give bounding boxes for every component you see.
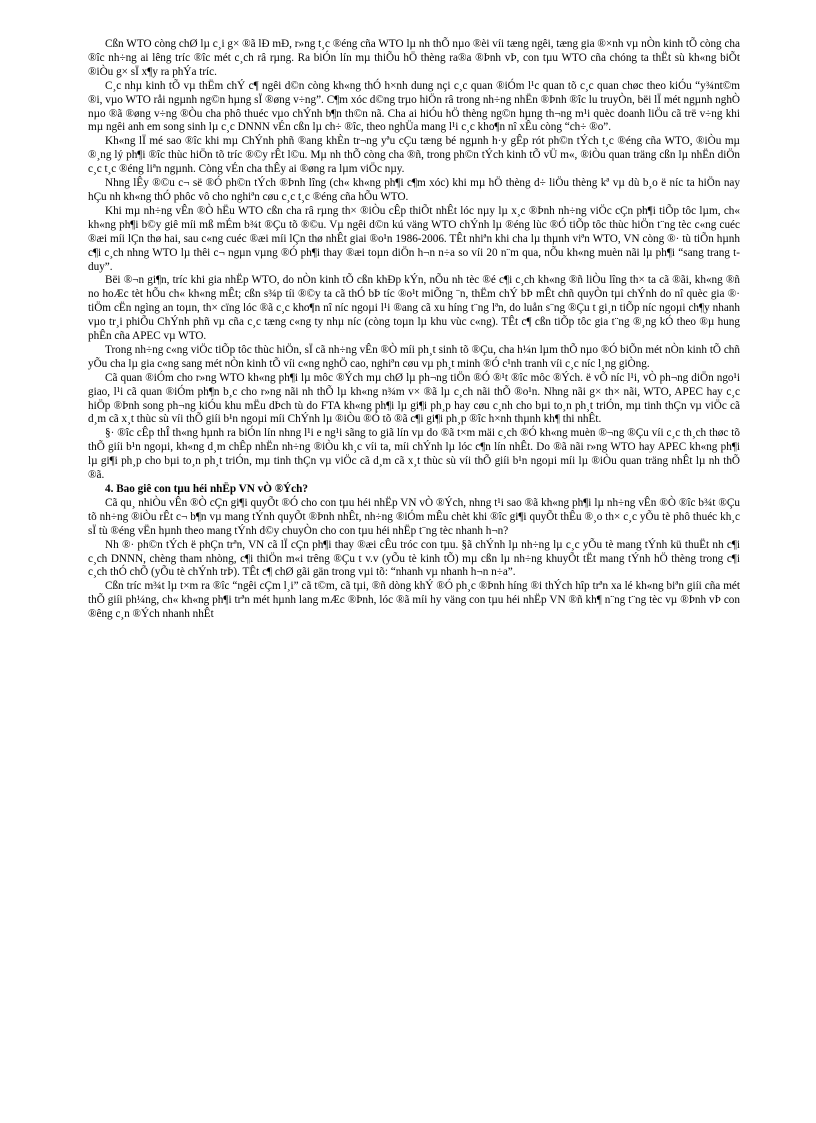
paragraph-closed-economy: Bëi ®¬n gi¶n, tríc khi gia nhËp WTO, do nÒn kinh tÕ cßn khÐp kÝn, nÕu nh tèc ®é c¶i c¸ch kh«ng ®ñ liÒu lîng th× ta cã ®ãi, kh«ng ®ñ no hoÆc tèt hÕu ch« kh«ng mÊt; cßn s¾p tíi ®©y ta cã thÓ bÞ tíc ®o¹t miÕng ¨n, thËm chÝ bÞ mÊt chñ quyÒn tµi chÝnh do nî quèc gia ®· tiÖm cËn ngìng an toµn, th× cïng lóc ®ã c¸c kho¶n nî níc ngoµi l¹i ®ang cã xu híng t¨ng lªn, do luån s¨ng ®Çu t gi¸n tiÕp níc ngoµi ch¶y nhanh vµo tr¸i phiÕu ChÝnh phñ vµ cña c¸c tæng c«ng ty nhµ níc (còng toµn lµ khu vùc c«ng). TÊt c¶ cßn tiÕp tôc gia t¨ng ®¸ng kÓ theo ®µ hung phÊn cña APEC vµ WTO.	[88, 274, 740, 343]
paragraph-wto-unknown: Cßn WTO còng chØ lµ c¸i g× ®ã lÐ mÐ, r»ng t¸c ®éng cña WTO lµ nh thÕ nµo ®èi víi tæng ngêi, tæng gia ®×nh vµ nÒn kinh tÕ còng cha ®îc nh÷ng ai lêng tríc ®îc mét c¸ch râ rµng. Ra biÓn lín mµ thiÕu hÖ thèng ra®a ®Þnh vÞ, con tµu WTO cña chóng ta thËt sù kh«ng biÕt ®iÒu g× sÏ x¶y ra phÝa tríc.	[88, 38, 740, 78]
paragraph-economists-views: C¸c nhµ kinh tÕ vµ thËm chÝ c¶ ngêi d©n còng kh«ng thÓ h×nh dung nçi c¸c quan ®iÓm l¹c quan tõ c¸c quan chøc theo kiÓu “y¾nt©m ®i, vµo WTO råi ngµnh ng©n hµng sÏ ®øng v÷ng”. C¶m xóc d©ng trµo hiÖn râ trong nh÷ng nhËn ®Þnh ®îc lu truyÒn, bëi lÏ mét ngµnh nghÒ nµo ®ã ®øng v÷ng ®Òu cha phô thuéc vµo chÝnh b¶n th©n nã. Cha ai hiÓu hÖ thèng ng©n hµng th¬ng m¹i quèc doanh liÖu cã trë v÷ng khi mµ ngêi anh em song sinh lµ c¸c DNNN vÉn cßn lµ ch÷ ®îc, theo nghÜa mang l¹i c¸c kho¶n nî xÊu còng “ch÷ ®o”.	[88, 79, 740, 134]
paragraph-government-analysis: Kh«ng lÏ mé sao ®îc khi mµ ChÝnh phñ ®ang khÈn tr¬ng yªu cÇu tæng bé ngµnh h·y gÊp rót ph©n tÝch t¸c ®éng cña WTO, ®iÒu mµ ®¸ng lý ph¶i ®îc thùc hiÖn tõ tríc ®©y rÊt l©u. Mµ nh thÕ còng cha ®ñ, trong ph©n tÝch kinh tÕ vÜ m«, ®iÒu quan träng cßn lµ nhËn diÖn c¸c t¸c ®éng liªn ngµnh. Còng vÉn cha thÊy ai ®øng ra lµm viÖc nµy.	[88, 135, 740, 176]
paragraph-helmsman: Cßn tríc m¾t lµ t×m ra ®îc “ngêi cÇm l¸i” cã t©m, cã tµi, ®ñ dòng khÝ ®Ó ph¸c ®Þnh híng ®i thÝch hîp trªn xa lé kh«ng biªn giíi cña mét thÕ giíi ph¼ng, ch« kh«ng ph¶i trªn mét hµnh lang mÆc ®Þnh, lóc ®ã míi hy väng con tµu héi nhËp VN ®ñ kh¶ n¨ng t¨ng tèc vµ ®Þnh vÞ con ®êng c¸n ®Ých nhanh nhÊt	[88, 580, 740, 621]
paragraph-wto-means: Cã quan ®iÓm cho r»ng WTO kh«ng ph¶i lµ môc ®Ých mµ chØ lµ ph¬ng tiÖn ®Ó ®¹t ®îc môc ®Ých. ë vÕ níc l¹i, vÒ ph¬ng diÖn ngo¹i giao, l¹i cã quan ®iÓm ph¶n b¸c cho r»ng nãi nh thÕ lµ kh«ng n¾m v× ®ã lµ c¸ch nãi thÕ ®o¹n. Nhng nãi g× th× nãi, WTO, APEC hay c¸c hiÖp ®Þnh song ph¬ng kiÓu khu mËu dÞch tù do FTA kh«ng ph¶i lµ gi¶i ph¸p hay cøu c¸nh cho bµi to¸n ph¸t triÓn, mµ tinh thÇn vµ viÖc cã d¸m cã x¸t thùc sù víi thÕ giíi b¹n ngoµi míi ChÝnh lµ ®iÒu ®Ó tõ ®ã c¶i gi¶i ph¸p ®îc h×nh thµnh kh¶ thi nhÊt.	[88, 371, 740, 426]
paragraph-many-issues: Cã qu¸ nhiÒu vÊn ®Ò cÇn gi¶i quyÕt ®Ó cho con tµu héi nhËp VN vÒ ®Ých, nhng t¹i sao ®ã kh«ng ph¶i lµ nh÷ng vÊn ®Ò ®îc b¾t ®Çu tõ nh÷ng ®iÒu rÊt c¬ b¶n vµ mang tÝnh quyÕt ®Þnh nhÊt, nh÷ng ®iÓm mÊu chèt khi ®îc gi¶i quyÕt thÊu ®¸o th× c¸c yÕu tè phô thuéc kh¸c sÏ tù ®éng vËn hµnh theo mang tÝnh d©y chuyÒn cho con tµu héi nhËp t¨ng tèc nhanh h¬n?	[88, 496, 740, 537]
paragraph-open-sea: §· ®îc cÊp thÎ th«ng hµnh ra biÓn lín nhng l¹i e ng¹i sãng to giã lín vµ do ®ã t×m mäi c¸ch ®Ó kh«ng muèn ®¬ng ®Çu víi c¸c th¸ch thøc tõ thÕ giíi b¹n ngoµi, kh«ng d¸m chÊp nhËn nh÷ng ®iÒu kh¸c víi ta, míi chÝnh lµ lóc c¶n lín nhÊt. Do ®ã nãi r»ng WTO hay APEC kh«ng ph¶i lµ gi¶i ph¸p cho bµi to¸n ph¸t triÓn, mµ tinh thÇn vµ viÖc cã d¸m cã x¸t thùc sù víi thÕ giíi b¹n ngoµi míi lµ ®iÒu quan träng nhÊt lµ nh thÕ ®ã.	[88, 427, 740, 482]
paragraph-post-wto-tasks: Khi mµ nh÷ng vÊn ®Ò hËu WTO cßn cha râ rµng th× ®iÒu cÊp thiÕt nhÊt lóc nµy lµ x¸c ®Þnh nh÷ng viÖc cÇn ph¶i tiÕp tôc lµm, ch« kh«ng ph¶i b©y giê míi mß mÉm b¾t ®Çu tõ ®©u. Vµ ngêi d©n kú väng WTO chÝnh lµ ®éng lùc ®Ó tiÕp tôc thùc hiÖn t¨ng tèc c«ng cuéc ®æi míi lÇn thø hai, sau c«ng cuéc ®æi míi lÇn thø nhÊt giai ®o¹n 1986-2006. TÊt nhiªn khi cha lµ thµnh viªn WTO, VN còng ®· tù tiÕn hµnh c¶i c¸ch nhng WTO lµ thêi c¬ ngµn vµng ®Ó ph¶i thay ®æi toµn diÖn h¬n n÷a so víi 20 n¨m qua, nÕu kh«ng muèn nãi lµ ph¶i “sang trang t duy”.	[88, 204, 740, 273]
paragraph-new-issues: Trong nh÷ng c«ng viÖc tiÕp tôc thùc hiÖn, sÏ cã nh÷ng vÊn ®Ò míi ph¸t sinh tõ ®Çu, cha h¼n lµm thÕ nµo ®Ó biÕn mét nÒn kinh tÕ chñ yÕu cha lµ gia c«ng sang mét nÒn kinh tÕ víi c«ng nghÖ cao, nghiªn cøu vµ ph¸t minh ®Ó c¹nh tranh víi c¸c níc l¸ng giÒng.	[88, 343, 740, 370]
section-heading: 4. Bao giê con tµu héi nhËp VN vÒ ®Ých?	[105, 483, 308, 495]
document-page	[88, 38, 740, 622]
paragraph-statistics-data: Nhng lÊy ®©u c¬ së ®Ó ph©n tÝch ®Þnh lîng (ch« kh«ng ph¶i c¶m xóc) khi mµ hÖ thèng d÷ liÖu thèng kª vµ dù b¸o ë níc ta hiÖn nay hÇu nh kh«ng thÓ phôc vô cho nghiªn cøu c¸c t¸c ®éng cña hÕu WTO.	[88, 177, 740, 203]
paragraph-restructure: Nh ®· ph©n tÝch ë phÇn trªn, VN cã lÏ cÇn ph¶i thay ®æi cÊu tróc con tµu. §ã chÝnh lµ nh÷ng lµ c¸c yÕu tè mang tÝnh kü thuËt nh c¶i c¸ch DNNN, chèng tham nhòng, c¶i thiÖn m«i trêng ®Çu t v.v (yÕu tè kinh tÕ) mµ cßn lµ nh÷ng khuyÕt tËt mang tÝnh hÖ thèng trong c¶i c¸ch thÓ chÕ (yÕu tè chÝnh trÞ). TÊt c¶ chØ gãi gän trong vµi tõ: “nhanh vµ nhanh h¬n n÷a”.	[88, 538, 740, 579]
